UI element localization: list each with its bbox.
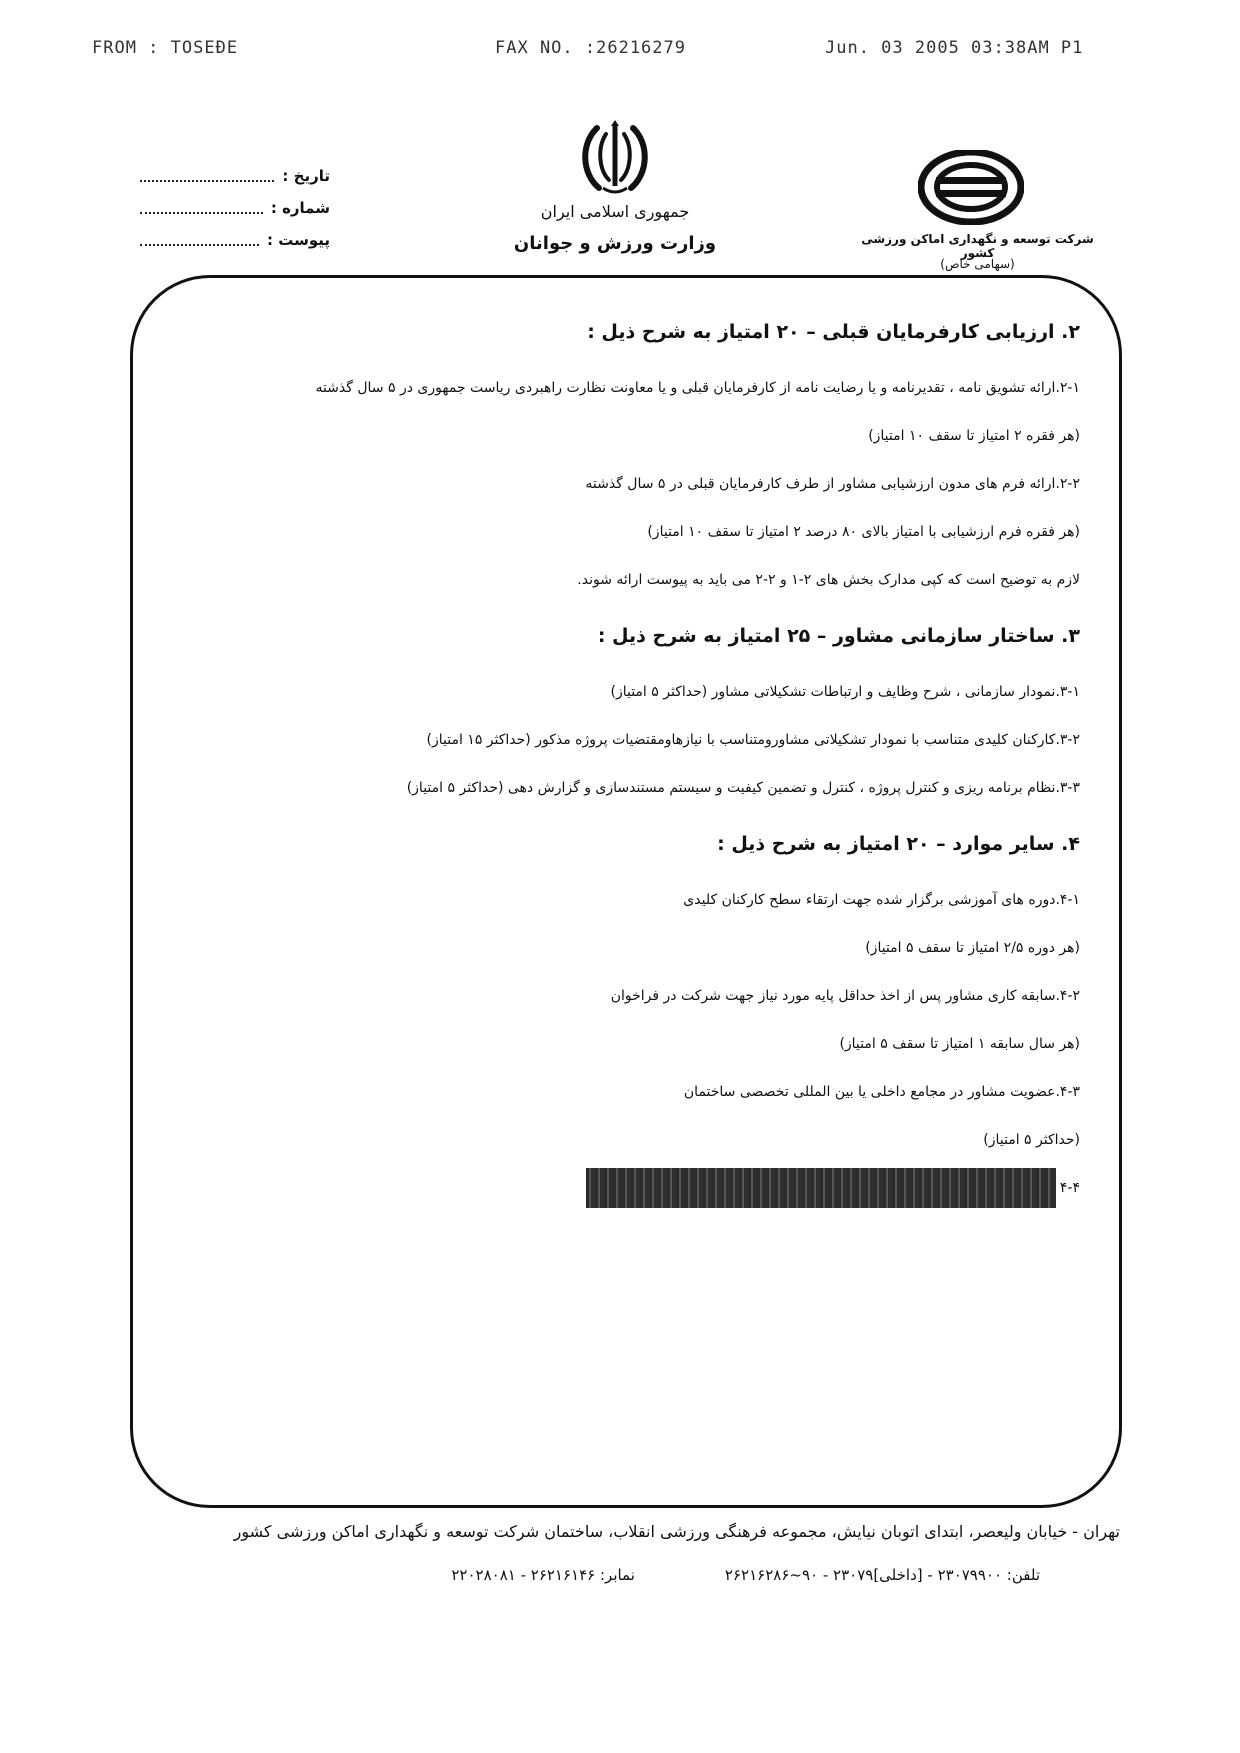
country-name: جمهوری اسلامی ایران xyxy=(540,202,690,221)
section-line: ۴-۱.دوره های آموزشی برگزار شده جهت ارتقاء سطح کارکنان کلیدی xyxy=(683,892,1080,908)
redacted-item xyxy=(200,1164,1080,1212)
meta-number-dots xyxy=(140,202,263,214)
section-line: ۲-۱.ارائه تشویق نامه ، تقدیرنامه و یا رضایت نامه از کارفرمایان قبلی و یا معاونت نظارت راهبردی ریاست جمهوری در ۵ سال گذشته xyxy=(315,380,1080,396)
letter-meta xyxy=(140,160,330,256)
fax-number: FAX NO. :26216279 xyxy=(495,38,686,58)
section-heading: ۴. سایر موارد – ۲۰ امتیاز به شرح ذیل : xyxy=(717,833,1080,855)
section-heading: ۲. ارزیابی کارفرمایان قبلی – ۲۰ امتیاز به شرح ذیل : xyxy=(587,321,1080,343)
letter-body xyxy=(200,300,1080,1212)
footer-contacts xyxy=(140,1566,1040,1584)
footer-address: تهران - خیابان ولیعصر، ابتدای اتوبان نیایش، مجموعه فرهنگی ورزشی انقلاب، ساختمان شرکت توسعه و نگهداری اماکن ورزشی کشور xyxy=(233,1522,1120,1541)
redacted-item-number: ۴-۴ xyxy=(1059,1180,1080,1196)
section-line: ۳-۲.کارکنان کلیدی متناسب با نمودار تشکیلاتی مشاورومتناسب با نیازهاومقتضیات پروژه مذکور (حداکثر ۱۵ امتیاز) xyxy=(426,732,1080,748)
meta-attachment-row xyxy=(140,224,330,256)
meta-number-label: شماره : xyxy=(270,199,330,217)
fax-from: FROM : TOSEÐE xyxy=(92,38,239,58)
meta-date-row xyxy=(140,160,330,192)
ministry-name: وزارت ورزش و جوانان xyxy=(513,233,717,254)
section-line: (هر فقره ۲ امتیاز تا سقف ۱۰ امتیاز) xyxy=(868,428,1080,444)
company-name: شرکت توسعه و نگهداری اماکن ورزشی کشور xyxy=(861,232,1094,260)
meta-date-label: تاریخ : xyxy=(282,167,330,185)
section-line: (هر سال سابقه ۱ امتیاز تا سقف ۵ امتیاز) xyxy=(839,1036,1080,1052)
section-line: (حداکثر ۵ امتیاز) xyxy=(983,1132,1080,1148)
redaction-block xyxy=(586,1168,1056,1208)
meta-attachment-dots xyxy=(140,234,259,246)
section-line: ۴-۳.عضویت مشاور در مجامع داخلی یا بین المللی تخصصی ساختمان xyxy=(683,1084,1080,1100)
section-heading: ۳. ساختار سازمانی مشاور – ۲۵ امتیاز به شرح ذیل : xyxy=(597,625,1080,647)
company-logo-icon xyxy=(918,150,1024,225)
section-line: (هر دوره ۲/۵ امتیاز تا سقف ۵ امتیاز) xyxy=(865,940,1080,956)
footer-fax: نمابر: ۲۶۲۱۶۱۴۶ - ۲۲۰۲۸۰۸۱ xyxy=(451,1566,635,1584)
section-line: لازم به توضیح است که کپی مدارک بخش های ۲-۱ و ۲-۲ می باید به پیوست ارائه شوند. xyxy=(577,572,1080,588)
section-line: (هر فقره فرم ارزشیابی با امتیاز بالای ۸۰ درصد ۲ امتیاز تا سقف ۱۰ امتیاز) xyxy=(647,524,1080,540)
meta-number-row xyxy=(140,192,330,224)
meta-date-dots xyxy=(140,170,274,182)
section-line: ۳-۱.نمودار سازمانی ، شرح وظایف و ارتباطات تشکیلاتی مشاور (حداکثر ۵ امتیاز) xyxy=(610,684,1080,700)
company-type: (سهامی خاص) xyxy=(940,257,1015,271)
iran-emblem-icon xyxy=(575,118,655,198)
section-line: ۳-۳.نظام برنامه ریزی و کنترل پروژه ، کنترل و تضمین کیفیت و سیستم مستندسازی و گزارش دهی (حداکثر ۵ امتیاز) xyxy=(406,780,1080,796)
meta-attachment-label: پیوست : xyxy=(266,231,330,249)
fax-date: Jun. 03 2005 03:38AM P1 xyxy=(825,38,1084,58)
section-line: ۲-۲.ارائه فرم های مدون ارزشیابی مشاور از طرف کارفرمایان قبلی در ۵ سال گذشته xyxy=(585,476,1080,492)
footer-phone: تلفن: ۲۳۰۷۹۹۰۰ - [داخلی]۲۳۰۷۹ - ۹۰~۲۶۲۱۶۲۸۶ xyxy=(724,1566,1040,1584)
section-line: ۴-۲.سابقه کاری مشاور پس از اخذ حداقل پایه مورد نیاز جهت شرکت در فراخوان xyxy=(610,988,1080,1004)
